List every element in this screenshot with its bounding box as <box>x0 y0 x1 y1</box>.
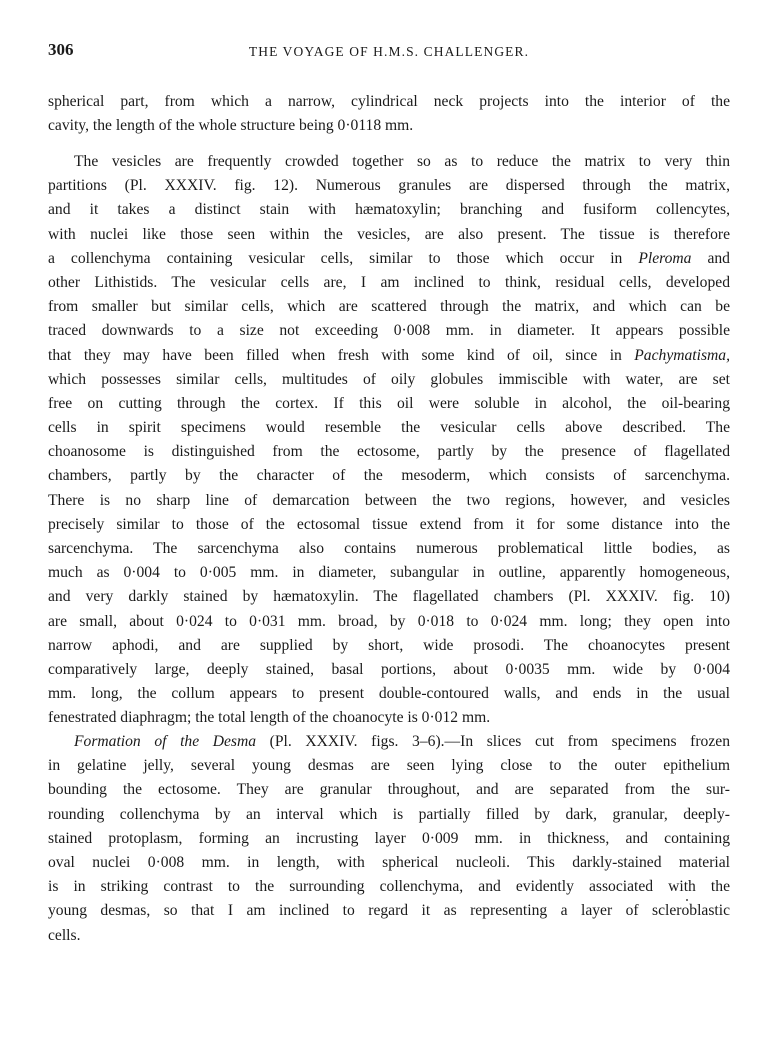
text-line: free on cutting through the cortex. If this oil were soluble in alcohol, the oil-bearing <box>48 394 730 412</box>
running-head <box>48 40 730 70</box>
text-line: There is no sharp line of demarcation between the two regions, however, and vesicles <box>48 491 730 509</box>
page-number: 306 <box>48 40 74 59</box>
text-line: narrow aphodi, and are supplied by short, wide prosodi. The choanocytes present <box>48 636 730 654</box>
section-heading: Formation of the Desma <box>74 733 257 750</box>
text-line: stained protoplasm, forming an incrusting layer 0·009 mm. in thickness, and containing <box>48 829 730 847</box>
text-line <box>48 344 730 368</box>
print-speck <box>686 899 688 901</box>
text-line: are small, about 0·024 to 0·031 mm. broad, by 0·018 to 0·024 mm. long; they open into <box>48 612 730 630</box>
text-line: The vesicles are frequently crowded together so as to reduce the matrix to very thin <box>74 153 730 170</box>
text-line: young desmas, so that I am inclined to regard it as representing a layer of scleroblastic <box>48 902 730 920</box>
text-line: partitions (Pl. XXXIV. fig. 12). Numerous granules are dispersed through the matrix, <box>48 177 730 195</box>
text-line: cells. <box>48 926 81 944</box>
paragraph-2 <box>48 150 730 731</box>
text-line: traced downwards to a size not exceeding 0·008 mm. in diameter. It appears possible <box>48 322 730 340</box>
text-line: comparatively large, deeply stained, basal portions, about 0·0035 mm. wide by 0·004 <box>48 660 730 678</box>
text-line: fenestrated diaphragm; the total length of the choanocyte is 0·012 mm. <box>48 709 491 727</box>
text-line: is in striking contrast to the surrounding collenchyma, and evidently associated with the <box>48 878 730 896</box>
text-segment: (Pl. XXXIV. figs. 3–6).—In slices cut from specimens frozen <box>256 733 730 750</box>
text-line: precisely similar to those of the ectosomal tissue extend from it for some distance into the <box>48 515 730 533</box>
text-line: cavity, the length of the whole structure being 0·0118 mm. <box>48 117 414 135</box>
text-line: with nuclei like those seen within the vesicles, are also present. The tissue is therefore <box>48 225 730 243</box>
text-line: which possesses similar cells, multitudes of oily globules immiscible with water, are set <box>48 370 730 388</box>
genus-name-pachymatisma: Pachymatisma, <box>634 346 730 364</box>
text-line <box>48 247 730 271</box>
text-line: mm. long, the collum appears to present double-contoured walls, and ends in the usual <box>48 685 730 703</box>
text-line <box>48 730 730 754</box>
page <box>48 40 730 944</box>
text-line: choanosome is distinguished from the ectosome, partly by the presence of flagellated <box>48 443 730 461</box>
text-line: bounding the ectosome. They are granular throughout, and are separated from the sur- <box>48 781 730 799</box>
text-line: spherical part, from which a narrow, cylindrical neck projects into the interior of the <box>48 93 730 110</box>
text-line: sarcenchyma. The sarcenchyma also contains numerous problematical little bodies, as <box>48 540 730 557</box>
text-line: oval nuclei 0·008 mm. in length, with spherical nucleoli. This darkly-stained material <box>48 853 730 871</box>
text-line: and it takes a distinct stain with hæmatoxylin; branching and fusiform collencytes, <box>48 201 730 219</box>
text-segment: and <box>691 249 730 267</box>
text-line: much as 0·004 to 0·005 mm. in diameter, subangular in outline, apparently homogeneous, <box>48 564 730 582</box>
text-line: cells in spirit specimens would resemble the vesicular cells above described. The <box>48 419 730 437</box>
text-segment: a collenchyma containing vesicular cells, similar to those which occur in <box>48 249 623 267</box>
text-line: and very darkly stained by hæmatoxylin. The flagellated chambers (Pl. XXXIV. fig. 10) <box>48 588 730 606</box>
text-line: chambers, partly by the character of the mesoderm, which consists of sarcenchyma. <box>48 467 730 485</box>
text-line: rounding collenchyma by an interval which is partially filled by dark, granular, deeply- <box>48 805 730 823</box>
genus-name-pleroma: Pleroma <box>638 249 692 267</box>
text-line: from smaller but similar cells, which are scattered through the matrix, and which can be <box>48 298 730 316</box>
text-line: in gelatine jelly, several young desmas are seen lying close to the outer epithelium <box>48 757 730 775</box>
text-line: other Lithistids. The vesicular cells are, I am inclined to think, residual cells, developed <box>48 273 730 291</box>
paragraph-3 <box>48 730 730 948</box>
text-segment: that they may have been filled when fresh with some kind of oil, since in <box>48 346 622 364</box>
page-header-title: THE VOYAGE OF H.M.S. CHALLENGER. <box>248 44 530 59</box>
paragraph-1 <box>48 90 730 138</box>
